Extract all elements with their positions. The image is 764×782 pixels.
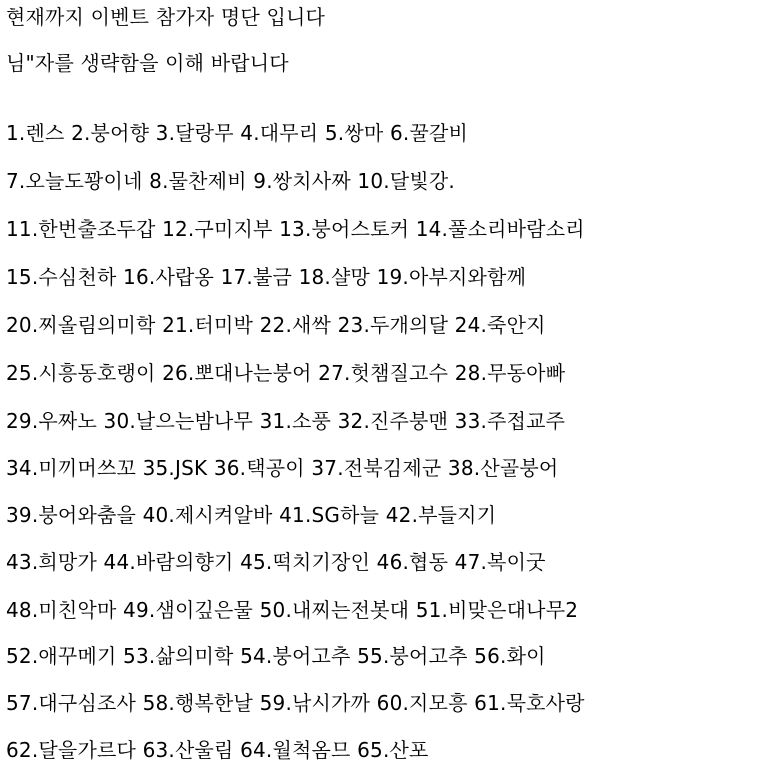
intro-line-1: 현재까지 이벤트 참가자 명단 입니다 [6,5,326,29]
participant-line: 20.찌올림의미학 21.터미박 22.새싹 23.두개의달 24.죽안지 [6,313,546,337]
participant-line: 48.미친악마 49.샘이깊은물 50.내찌는전봇대 51.비맞은대나무2 [6,598,579,622]
participant-line: 25.시흥동호랭이 26.뽀대나는붕어 27.헛챔질고수 28.무동아빠 [6,361,566,385]
participant-line: 43.희망가 44.바람의향기 45.떡치기장인 46.협동 47.복이굿 [6,550,546,574]
participant-line: 34.미끼머쓰꼬 35.JSK 36.택공이 37.전북김제군 38.산골붕어 [6,456,559,480]
intro-line-2: 님"자를 생략함을 이해 바랍니다 [6,51,289,75]
participant-line: 39.붕어와춤을 40.제시켜알바 41.SG하늘 42.부들지기 [6,503,497,527]
participant-line: 7.오늘도꽝이네 8.물찬제비 9.쌍치사짜 10.달빛강. [6,169,455,193]
participant-line: 52.애꾸메기 53.삶의미학 54.붕어고추 55.붕어고추 56.화이 [6,644,546,668]
participant-line: 62.달을가르다 63.산울림 64.월척옴므 65.산포 [6,738,429,762]
participant-line: 15.수심천하 16.사랍옹 17.불금 18.샬망 19.아부지와함께 [6,265,527,289]
participant-line: 29.우짜노 30.날으는밤나무 31.소풍 32.진주붕맨 33.주접교주 [6,409,566,433]
participant-line: 11.한번출조두갑 12.구미지부 13.붕어스토커 14.풀소리바람소리 [6,217,585,241]
participant-line: 57.대구심조사 58.행복한날 59.낚시가까 60.지모흥 61.묵호사랑 [6,691,585,715]
participant-line: 1.렌스 2.붕어향 3.달랑무 4.대무리 5.쌍마 6.꿀갈비 [6,121,468,145]
